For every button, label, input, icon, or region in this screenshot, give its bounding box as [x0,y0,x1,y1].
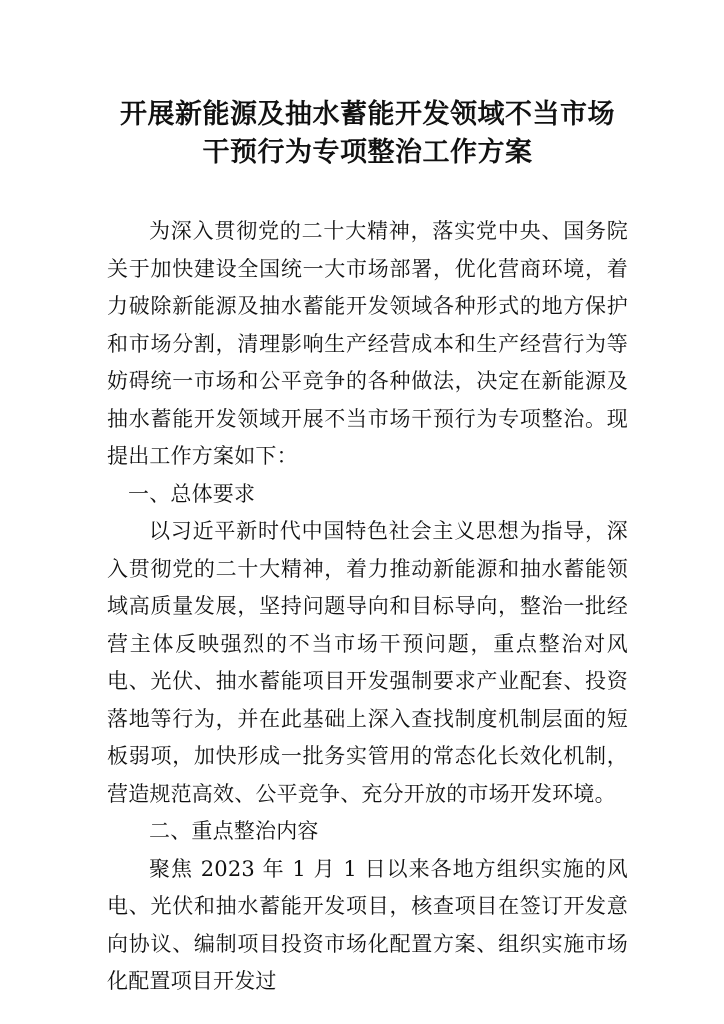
title-line-2: 干预行为专项整治工作方案 [202,137,533,168]
title-line-1: 开展新能源及抽水蓄能开发领域不当市场 [120,99,615,130]
document-body [107,213,628,1001]
key-rectification-paragraph: 聚焦 2023 年 1 月 1 日以来各地方组织实施的风电、光伏和抽水蓄能开发项目，核查项目在签订开发意向协议、编制项目投资市场化配置方案、组织实施市场化配置项目开发过 [107,856,628,993]
document-title [107,0,628,172]
intro-paragraph: 为深入贯彻党的二十大精神，落实党中央、国务院关于加快建设全国统一大市场部署，优化营商环境，着力破除新能源及抽水蓄能开发领域各种形式的地方保护和市场分割，清理影响生产经营成本和生产经营行为等妨碍统一市场和公平竞争的各种做法，决定在新能源及抽水蓄能开发领域开展不当市场干预行为专项整治。现提出工作方案如下： [107,219,628,468]
overall-requirements-paragraph: 以习近平新时代中国特色社会主义思想为指导，深入贯彻党的二十大精神，着力推动新能源和抽水蓄能领域高质量发展，坚持问题导向和目标导向，整治一批经营主体反映强烈的不当市场干预问题，重点整治对风电、光伏、抽水蓄能项目开发强制要求产业配套、投资落地等行为，并在此基础上深入查找制度机制层面的短板弱项，加快形成一批务实管用的常态化长效化机制，营造规范高效、公平竞争、充分开放的市场开发环境。 [107,519,628,806]
section-heading-key-rectification: 二、重点整治内容 [149,819,319,843]
section-heading-overall-requirements: 一、总体要求 [128,481,256,506]
